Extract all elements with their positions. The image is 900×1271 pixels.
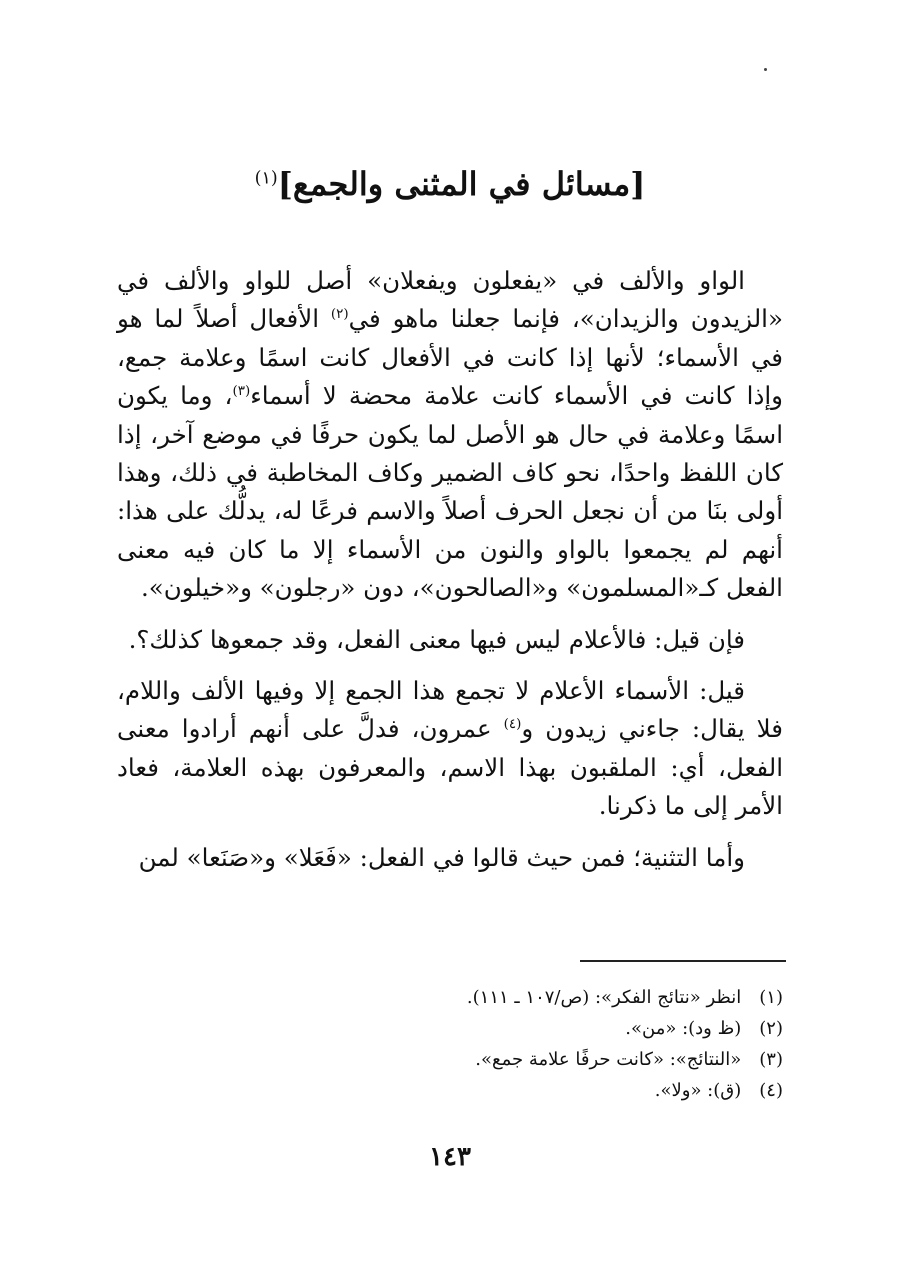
paragraph-4-text: وأما التثنية؛ فمن حيث قالوا في الفعل: «فَعَلا» و«صَنَعا» لمن bbox=[138, 842, 745, 872]
paragraph-1-part-a: الواو والألف في «يفعلون ويفعلان» أصل للواو والألف في «الزيدون والزيدان»، فإنما جعلنا ماهو في bbox=[117, 266, 783, 334]
footnote-1 bbox=[117, 982, 783, 1013]
footnote-number: (٤) bbox=[759, 1080, 783, 1101]
footnote-number: (٣) bbox=[759, 1049, 783, 1070]
footnote-text: انظر «نتائج الفكر»: (ص/١٠٧ ـ ١١١). bbox=[466, 987, 742, 1008]
footnote-ref-2: (٢) bbox=[330, 306, 349, 323]
section-title bbox=[0, 160, 900, 208]
paragraph-3 bbox=[117, 672, 783, 826]
footnote-2 bbox=[117, 1013, 783, 1044]
scan-speck bbox=[764, 68, 767, 71]
footnote-3 bbox=[117, 1044, 783, 1075]
paragraph-3-part-b: عمرون، فدلَّ على أنهم أرادوا معنى الفعل، أي: الملقبون بهذا الاسم، والمعرفون بهذه العلامة، فعاد الأمر إلى ما ذكرنا. bbox=[117, 714, 783, 821]
paragraph-3-part-a: قيل: الأسماء الأعلام لا تجمع هذا الجمع إلا وفيها الألف واللام، فلا يقال: جاءني زيدون و bbox=[117, 676, 783, 744]
paragraph-2 bbox=[117, 621, 783, 659]
paragraph-4 bbox=[117, 839, 783, 877]
main-text bbox=[117, 262, 783, 890]
paragraph-1-part-b: الأفعال أصلاً لما هو في الأسماء؛ لأنها إذا كانت في الأفعال كانت اسمًا وعلامة جمع، وإذا كانت في الأسماء كانت علامة محضة لا أسماء bbox=[117, 304, 784, 411]
footnote-4 bbox=[117, 1075, 783, 1106]
footnotes bbox=[117, 982, 783, 1106]
section-title-text: [مسائل في المثنى والجمع] bbox=[277, 165, 646, 203]
footnote-text: «النتائج»: «كانت حرفًا علامة جمع». bbox=[475, 1049, 742, 1070]
footnote-ref-4: (٤) bbox=[503, 716, 522, 733]
paragraph-1-part-c: ، وما يكون اسمًا وعلامة في حال هو الأصل لما يكون حرفًا في موضع آخر، إذا كان اللفظ واحدًا، نحو كاف الضمير وكاف المخاطبة في ذلك، وهذا أولى بنَا من أن نجعل الحرف أصلاً والاسم فرعًا له، يدلُّك على هذا: أنهم لم يجمعوا بالواو والنون من الأسماء إلا ما كان فيه معنى الفعل كـ«المسلمون» و«الصالحون»، دون «رجلون» و«خيلون». bbox=[117, 381, 783, 603]
footnote-number: (١) bbox=[759, 987, 783, 1008]
paragraph-1 bbox=[117, 262, 783, 608]
footnote-ref-3: (٣) bbox=[232, 383, 251, 400]
footnote-text: (ظ ود): «من». bbox=[625, 1018, 742, 1039]
footnote-text: (ق): «ولا». bbox=[654, 1080, 742, 1101]
footnote-number: (٢) bbox=[759, 1018, 783, 1039]
footnote-divider bbox=[580, 960, 786, 962]
title-footnote-ref: (١) bbox=[254, 168, 278, 189]
paragraph-2-text: فإن قيل: فالأعلام ليس فيها معنى الفعل، وقد جمعوها كذلك؟. bbox=[128, 624, 745, 654]
page-number: ١٤٣ bbox=[429, 1142, 471, 1172]
